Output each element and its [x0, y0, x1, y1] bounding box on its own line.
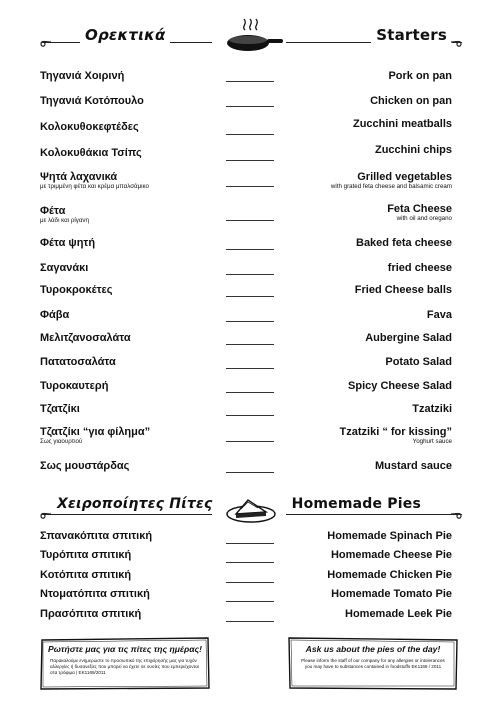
menu-item	[40, 284, 452, 298]
item-name-english: Homemade Leek Pie	[345, 608, 452, 620]
item-name-english: Aubergine Salad	[365, 332, 452, 344]
header-rule-right	[286, 514, 462, 515]
menu-item	[40, 380, 452, 394]
price-blank	[226, 621, 274, 622]
item-name-greek: Ψητά λαχανικά	[40, 171, 118, 183]
menu-item	[40, 309, 452, 323]
menu-item	[40, 95, 452, 109]
price-blank	[226, 160, 274, 161]
header-rule-left	[42, 514, 212, 515]
item-name-english: Feta Cheese	[387, 203, 452, 215]
pie-slice-icon	[224, 494, 278, 526]
pies-of-day-note-english	[288, 637, 458, 690]
menu-item	[40, 588, 452, 602]
item-name-english: Chicken on pan	[370, 95, 452, 107]
item-name-english: Homemade Spinach Pie	[327, 530, 452, 542]
pies-of-day-note-greek	[40, 637, 210, 690]
item-name-english: Homemade Cheese Pie	[330, 549, 452, 561]
price-blank	[226, 321, 274, 322]
item-name-english: Homemade Tomato Pie	[331, 588, 452, 600]
item-desc-english: with oil and oregano	[396, 215, 452, 222]
price-blank	[226, 186, 274, 187]
item-name-greek: Φάβα	[40, 309, 70, 321]
item-name-english: Tzatziki	[412, 403, 452, 415]
item-desc-english: Yoghurt sauce	[412, 438, 452, 445]
price-blank	[226, 472, 274, 473]
price-blank	[226, 344, 274, 345]
menu-item	[40, 549, 452, 563]
price-blank	[226, 274, 274, 275]
item-name-english: Pork on pan	[388, 70, 452, 82]
price-blank	[226, 134, 274, 135]
item-name-greek: Φέτα	[40, 205, 66, 217]
price-blank	[226, 249, 274, 250]
frying-pan-icon	[218, 16, 284, 58]
item-name-english: Mustard sauce	[374, 460, 452, 472]
swirl-ornament-icon	[450, 507, 464, 521]
price-blank	[226, 368, 274, 369]
price-blank	[226, 543, 274, 544]
menu-item	[40, 262, 452, 276]
item-name-greek: Φέτα ψητή	[40, 237, 96, 249]
item-name-greek: Πατατοσαλάτα	[40, 356, 116, 368]
pies-title-english: Homemade Pies	[287, 496, 426, 512]
menu-item	[40, 332, 452, 346]
item-name-english: Fava	[426, 309, 452, 321]
menu-item	[40, 171, 452, 193]
item-name-greek: Τυρόπιτα σπιτική	[40, 549, 132, 561]
item-name-english: Zucchini meatballs	[352, 118, 452, 130]
item-name-greek: Σπανακόπιτα σπιτική	[40, 530, 153, 542]
starters-title-english: Starters	[371, 26, 452, 44]
menu-item	[40, 569, 452, 583]
menu-item	[40, 144, 452, 161]
price-blank	[226, 296, 274, 297]
price-blank	[226, 392, 274, 393]
menu-item	[40, 237, 452, 251]
item-desc-english: with grated feta cheese and balsamic cream	[330, 183, 452, 190]
item-name-greek: Τυροκροκέτες	[40, 284, 113, 296]
price-blank	[226, 562, 274, 563]
price-blank	[226, 220, 274, 221]
item-name-english: Grilled vegetables	[357, 171, 452, 183]
menu-item	[40, 530, 452, 544]
note-title-english: Ask us about the pies of the day!	[305, 644, 441, 654]
item-name-english: Zucchini chips	[374, 144, 452, 156]
pies-title-greek: Χειροποίητες Πίτες	[52, 496, 218, 512]
menu-item	[40, 426, 452, 448]
item-desc-greek: με τριμμένη φέτα και κρέμα μπαλσάμικο	[40, 183, 149, 190]
menu-item	[40, 460, 452, 474]
item-name-english: Baked feta cheese	[356, 237, 452, 249]
allergy-notice-greek: Παρακαλούμε ενημερώστε το προσωπικό της επιχείρησής μας για τυχόν αλλεργίες ή δυσανεξίες που μπορεί να έχετε σε ουσίες που εμπεριέχονται στα τρόφιμα | ΕΚ1169/2011	[50, 658, 199, 675]
menu-item	[40, 403, 452, 417]
item-name-greek: Τζατζίκι	[40, 403, 80, 415]
item-name-greek: Σαγανάκι	[40, 262, 89, 274]
menu-item	[40, 205, 452, 227]
item-name-greek: Κολοκυθοκεφτέδες	[40, 121, 139, 133]
item-name-greek: Τηγανιά Κοτόπουλο	[40, 95, 144, 107]
item-name-greek: Τζατζίκι “για φίλημα”	[40, 426, 151, 438]
menu-item	[40, 118, 452, 135]
starters-title-greek: Ορεκτικά	[80, 26, 170, 44]
item-name-english: Homemade Chicken Pie	[327, 569, 452, 581]
item-desc-greek: με λάδι και ρίγανη	[40, 217, 89, 224]
swirl-ornament-icon	[450, 35, 464, 49]
menu-item	[40, 70, 452, 84]
allergy-notice-english: Please inform the staff of our company for any allergies or intolerances you may have to substances contained in foodstuffs EK1169 / 2011	[301, 658, 445, 669]
item-name-english: Fried Cheese balls	[354, 284, 452, 296]
item-name-greek: Σως μουστάρδας	[40, 460, 130, 472]
menu-item	[40, 608, 452, 622]
item-name-greek: Μελιτζανοσαλάτα	[40, 332, 131, 344]
item-name-greek: Τηγανιά Χοιρινή	[40, 70, 125, 82]
item-desc-greek: Σως γιαουρτιού	[40, 438, 83, 445]
note-title-greek: Ρωτήστε μας για τις πίτες της ημέρας!	[48, 644, 202, 654]
price-blank	[226, 106, 274, 107]
item-name-english: Tzatziki “ for kissing”	[339, 426, 452, 438]
starters-header	[38, 20, 464, 56]
price-blank	[226, 601, 274, 602]
item-name-greek: Πρασόπιτα σπιτική	[40, 608, 142, 620]
item-name-english: Spicy Cheese Salad	[348, 380, 452, 392]
item-name-greek: Κοτόπιτα σπιτική	[40, 569, 132, 581]
item-name-greek: Τυροκαυτερή	[40, 380, 109, 392]
item-name-greek: Κολοκυθάκια Τσίπς	[40, 147, 142, 159]
item-name-english: Potato Salad	[385, 356, 452, 368]
pies-header	[38, 492, 464, 528]
price-blank	[226, 582, 274, 583]
price-blank	[226, 441, 274, 442]
price-blank	[226, 81, 274, 82]
menu-item	[40, 356, 452, 370]
item-name-greek: Ντοματόπιτα σπιτική	[40, 588, 150, 600]
price-blank	[226, 415, 274, 416]
item-name-english: fried cheese	[387, 262, 452, 274]
